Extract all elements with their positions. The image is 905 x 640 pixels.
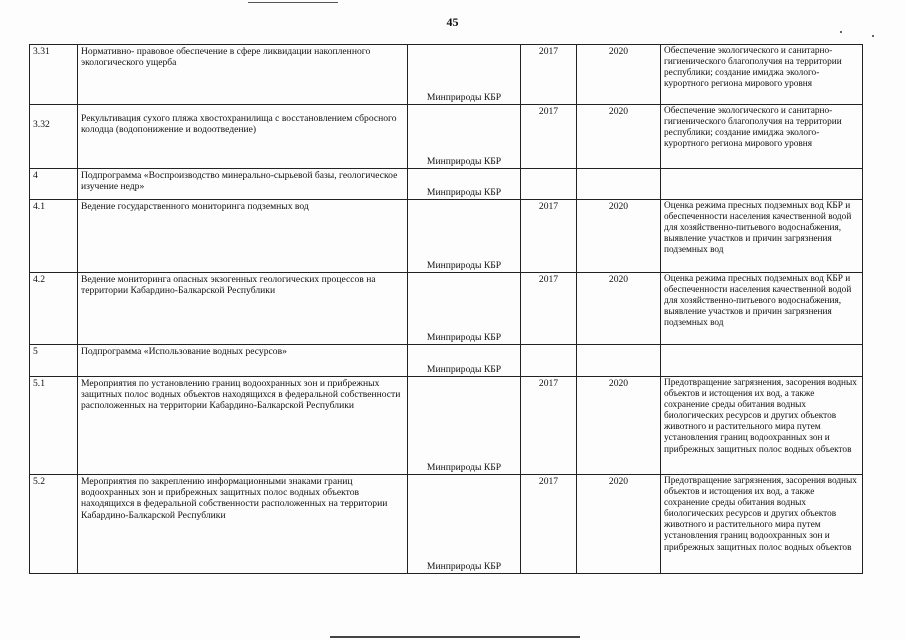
table-row [30, 345, 863, 377]
executor: Минприроды КБР [408, 169, 521, 200]
table-body [30, 45, 863, 574]
executor: Минприроды КБР [408, 273, 521, 345]
expected-result [661, 169, 863, 200]
row-number: 4.2 [30, 273, 78, 345]
end-year [577, 345, 661, 377]
expected-result: Обеспечение экологического и санитарно-гигиенического благополучия на территории республики; создание имиджа эколого-курортного региона мирового уровня [661, 105, 863, 169]
table-row [30, 377, 863, 475]
table-row [30, 45, 863, 105]
expected-result: Обеспечение экологического и санитарно-гигиенического благополучия на территории республики; создание имиджа эколого-курортного региона мирового уровня [661, 45, 863, 105]
executor: Минприроды КБР [408, 345, 521, 377]
start-year: 2017 [521, 105, 577, 169]
activity-name: Рекультивация сухого пляжа хвостохранилища с восстановлением сбросного колодца (водопонижение и водоотведение) [78, 105, 408, 169]
expected-result: Предотвращение загрязнения, засорения водных объектов и истощения их вод, а также сохранение среды обитания водных биологических ресурсов и других объектов животного и растительного мира путем установления границ водоохранных зон и прибрежных защитных полос водных объектов [661, 475, 863, 574]
scan-artifact-bottom [330, 636, 580, 638]
start-year: 2017 [521, 200, 577, 273]
end-year: 2020 [577, 475, 661, 574]
expected-result: Оценка режима пресных подземных вод КБР и обеспеченности населения качественной водой для хозяйственно-питьевого водоснабжения, выявление участков и причин загрязнения подземных вод [661, 273, 863, 345]
table-row [30, 475, 863, 574]
scan-speck [840, 31, 842, 33]
start-year: 2017 [521, 377, 577, 475]
activity-name: Ведение мониторинга опасных экзогенных геологических процессов на территории Кабардино-Балкарской Республики [78, 273, 408, 345]
row-number: 3.32 [30, 105, 78, 169]
end-year: 2020 [577, 105, 661, 169]
expected-result: Предотвращение загрязнения, засорения водных объектов и истощения их вод, а также сохранение среды обитания водных биологических ресурсов и других объектов животного и растительного мира путем установления границ водоохранных зон и прибрежных защитных полос водных объектов [661, 377, 863, 475]
expected-result: Оценка режима пресных подземных вод КБР и обеспеченности населения качественной водой для хозяйственно-питьевого водоснабжения, выявление участков и причин загрязнения подземных вод [661, 200, 863, 273]
executor: Минприроды КБР [408, 475, 521, 574]
start-year: 2017 [521, 475, 577, 574]
start-year: 2017 [521, 273, 577, 345]
executor: Минприроды КБР [408, 45, 521, 105]
start-year [521, 169, 577, 200]
end-year: 2020 [577, 377, 661, 475]
activity-name: Подпрограмма «Воспроизводство минерально-сырьевой базы, геологическое изучение недр» [78, 169, 408, 200]
expected-result [661, 345, 863, 377]
row-number: 3.31 [30, 45, 78, 105]
executor: Минприроды КБР [408, 105, 521, 169]
table-row [30, 200, 863, 273]
activity-name: Подпрограмма «Использование водных ресурсов» [78, 345, 408, 377]
executor: Минприроды КБР [408, 377, 521, 475]
end-year [577, 169, 661, 200]
end-year: 2020 [577, 273, 661, 345]
executor: Минприроды КБР [408, 200, 521, 273]
row-number: 4 [30, 169, 78, 200]
row-number: 4.1 [30, 200, 78, 273]
table-row [30, 169, 863, 200]
row-number: 5 [30, 345, 78, 377]
activity-name: Мероприятия по установлению границ водоохранных зон и прибрежных защитных полос водных объектов находящихся в федеральной собственности расположенных на территории Кабардино-Балкарской Республики [78, 377, 408, 475]
scan-artifact-top [248, 2, 338, 3]
activity-name: Мероприятия по закреплению информационными знаками границ водоохранных зон и прибрежных защитных полос водных объектов находящихся в федеральной собственности расположенных на территории Кабардино-Балкарской Республики [78, 475, 408, 574]
table-row [30, 105, 863, 169]
activity-name: Нормативно- правовое обеспечение в сфере ликвидации накопленного экологического ущерба [78, 45, 408, 105]
program-activities-table [29, 44, 863, 574]
scan-speck [872, 35, 874, 37]
start-year: 2017 [521, 45, 577, 105]
table-row [30, 273, 863, 345]
row-number: 5.1 [30, 377, 78, 475]
end-year: 2020 [577, 200, 661, 273]
end-year: 2020 [577, 45, 661, 105]
page-number: 45 [446, 15, 459, 29]
row-number: 5.2 [30, 475, 78, 574]
activity-name: Ведение государственного мониторинга подземных вод [78, 200, 408, 273]
start-year [521, 345, 577, 377]
